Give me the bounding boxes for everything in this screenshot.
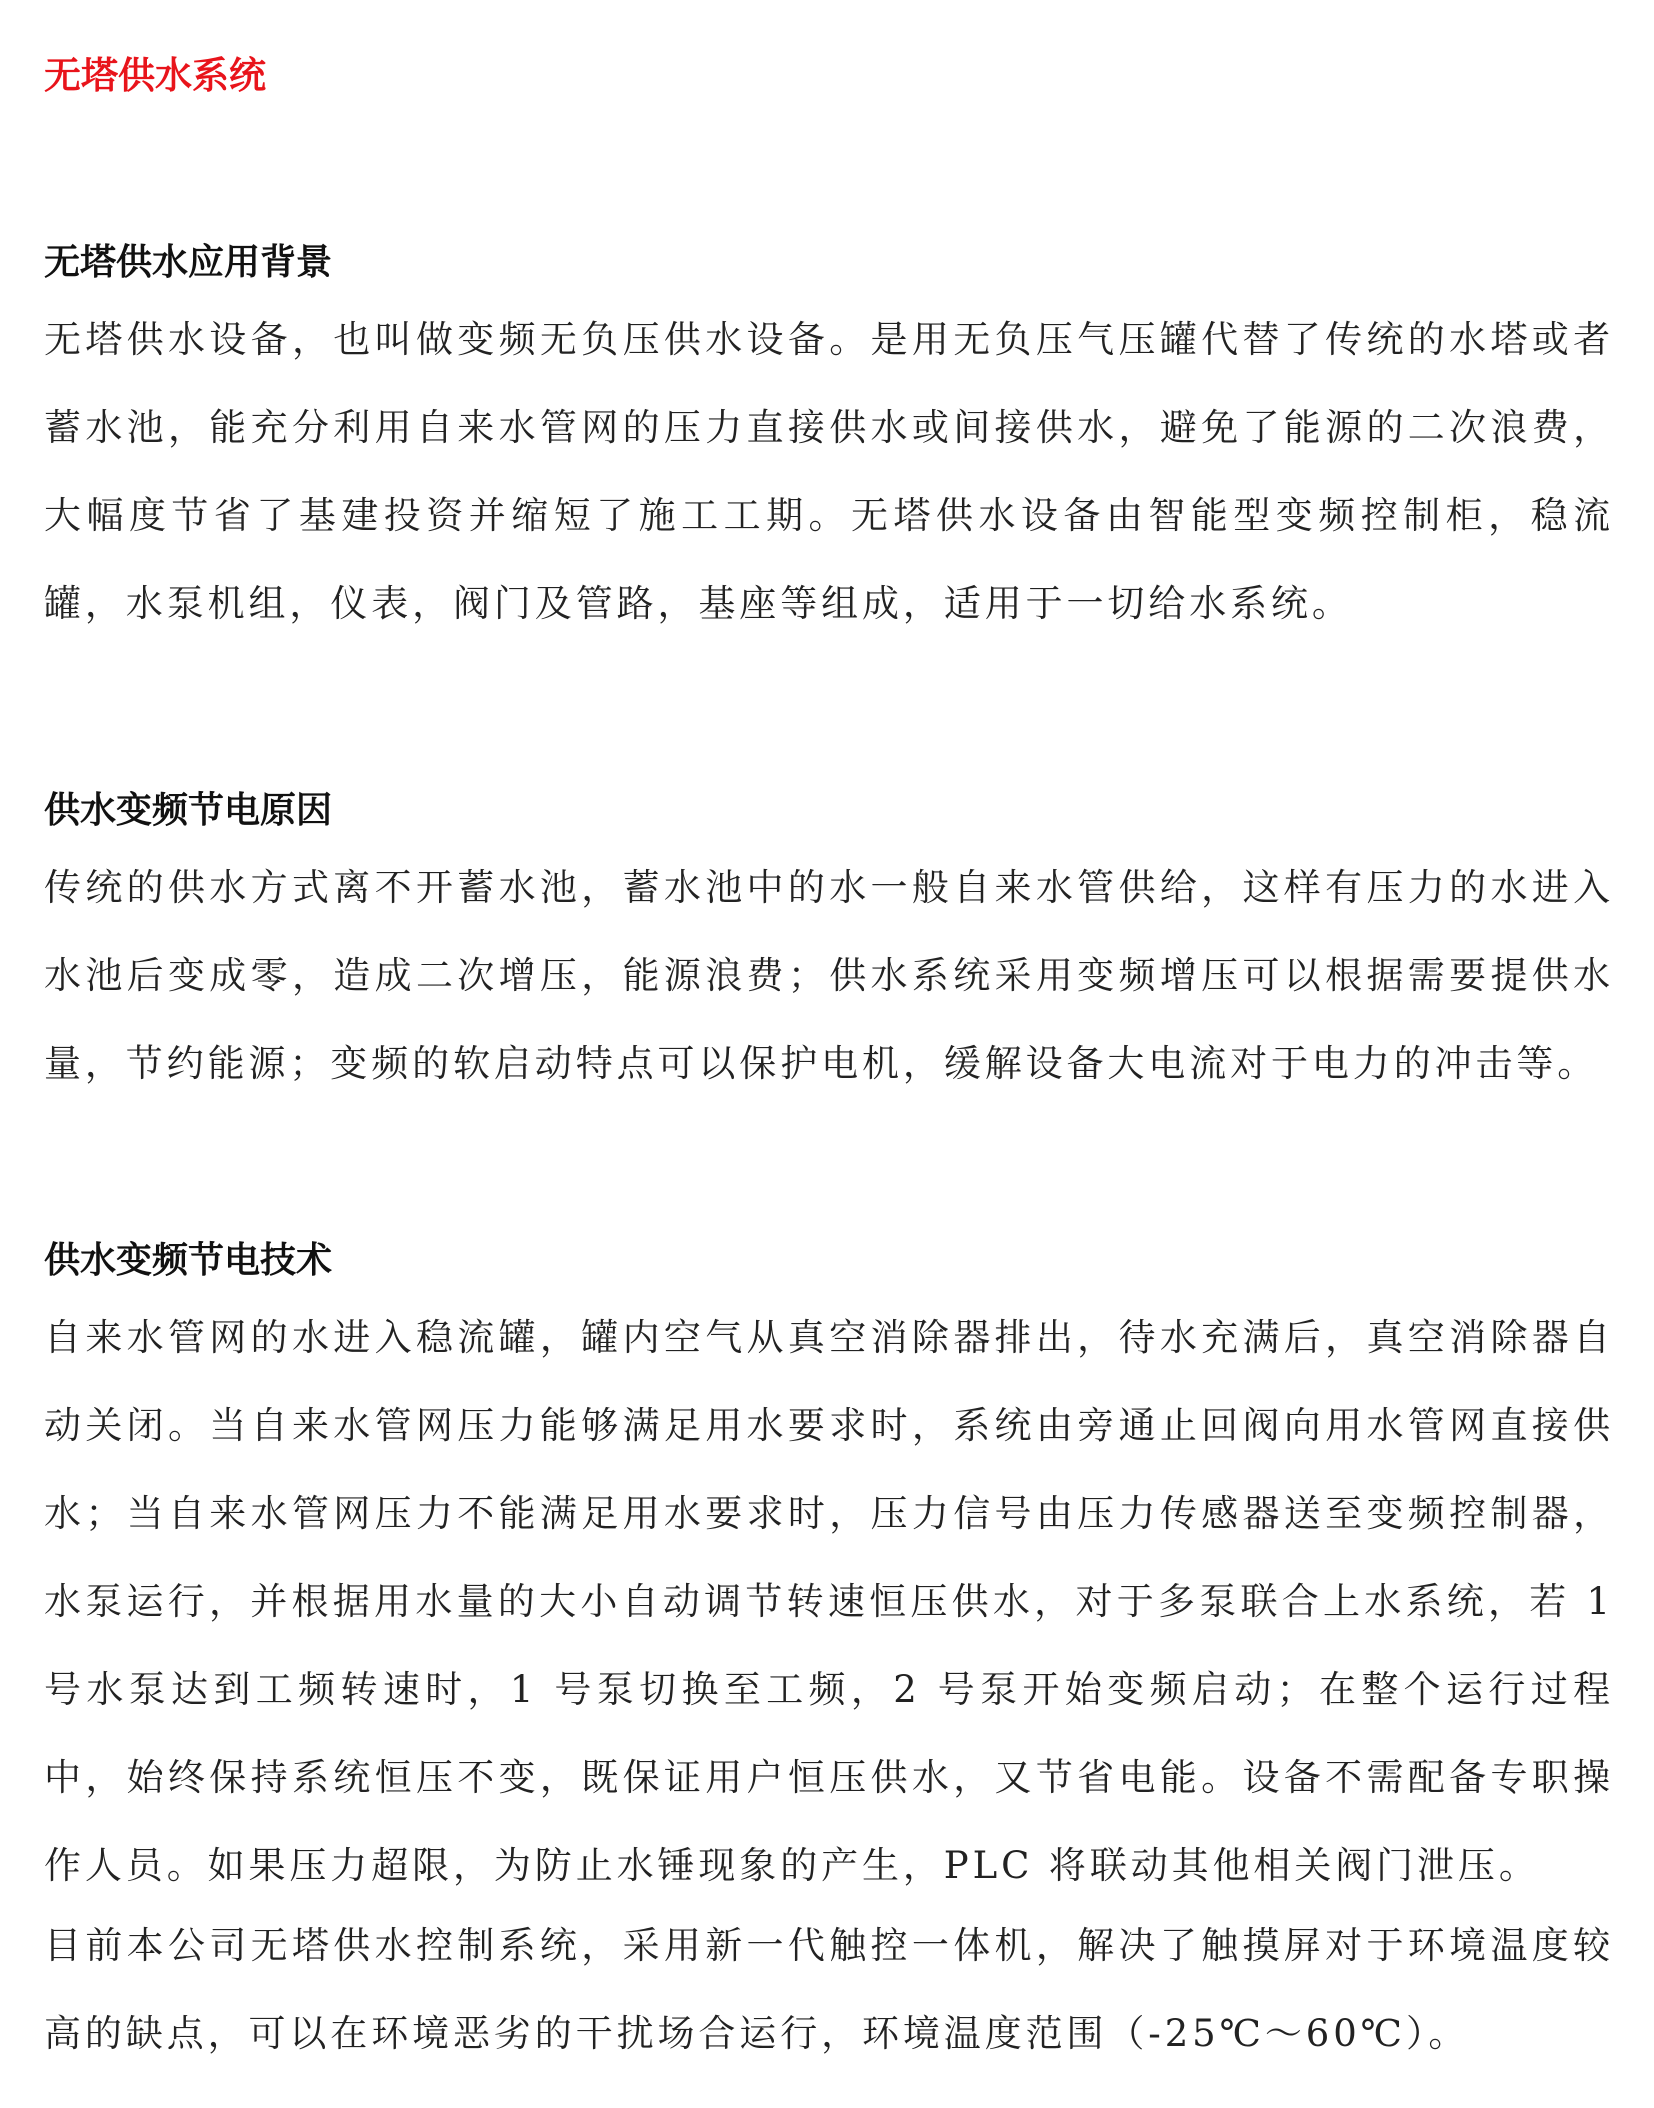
section-paragraph: 自来水管网的水进入稳流罐，罐内空气从真空消除器排出，待水充满后，真空消除器自动关闭。当自来水管网压力能够满足用水要求时，系统由旁通止回阀向用水管网直接供水；当自来水管网压力不能满足用水要求时，压力信号由压力传感器送至变频控制器，水泵运行，并根据用水量的大小自动调节转速恒压供水，对于多泵联合上水系统，若 1 号水泵达到工频转速时，1 号泵切换至工频，2 号泵开始变频启动；在整个运行过程中，始终保持系统恒压不变，既保证用户恒压供水，又节省电能。设备不需配备专职操作人员。如果压力超限，为防止水锤现象的产生，PLC 将联动其他相关阀门泄压。	[44, 1316, 1614, 1887]
section-energy-saving-reason	[44, 788, 1614, 1108]
document-title: 无塔供水系统	[44, 53, 266, 97]
section-heading: 供水变频节电技术	[44, 1240, 333, 1281]
section-heading: 无塔供水应用背景	[44, 242, 333, 283]
section-heading: 供水变频节电原因	[44, 790, 333, 831]
section-energy-saving-technology	[44, 1238, 1614, 2078]
section-paragraph: 传统的供水方式离不开蓄水池，蓄水池中的水一般自来水管供给，这样有压力的水进入水池后变成零，造成二次增压，能源浪费；供水系统采用变频增压可以根据需要提供水量，节约能源；变频的软启动特点可以保护电机，缓解设备大电流对于电力的冲击等。	[44, 866, 1614, 1085]
section-application-background	[44, 240, 1614, 648]
section-paragraph: 无塔供水设备，也叫做变频无负压供水设备。是用无负压气压罐代替了传统的水塔或者蓄水池，能充分利用自来水管网的压力直接供水或间接供水，避免了能源的二次浪费，大幅度节省了基建投资并缩短了施工工期。无塔供水设备由智能型变频控制柜，稳流罐，水泵机组，仪表，阀门及管路，基座等组成，适用于一切给水系统。	[44, 318, 1614, 625]
section-paragraph: 目前本公司无塔供水控制系统，采用新一代触控一体机，解决了触摸屏对于环境温度较高的缺点，可以在环境恶劣的干扰场合运行，环境温度范围（-25℃～60℃）。	[44, 1924, 1614, 2055]
